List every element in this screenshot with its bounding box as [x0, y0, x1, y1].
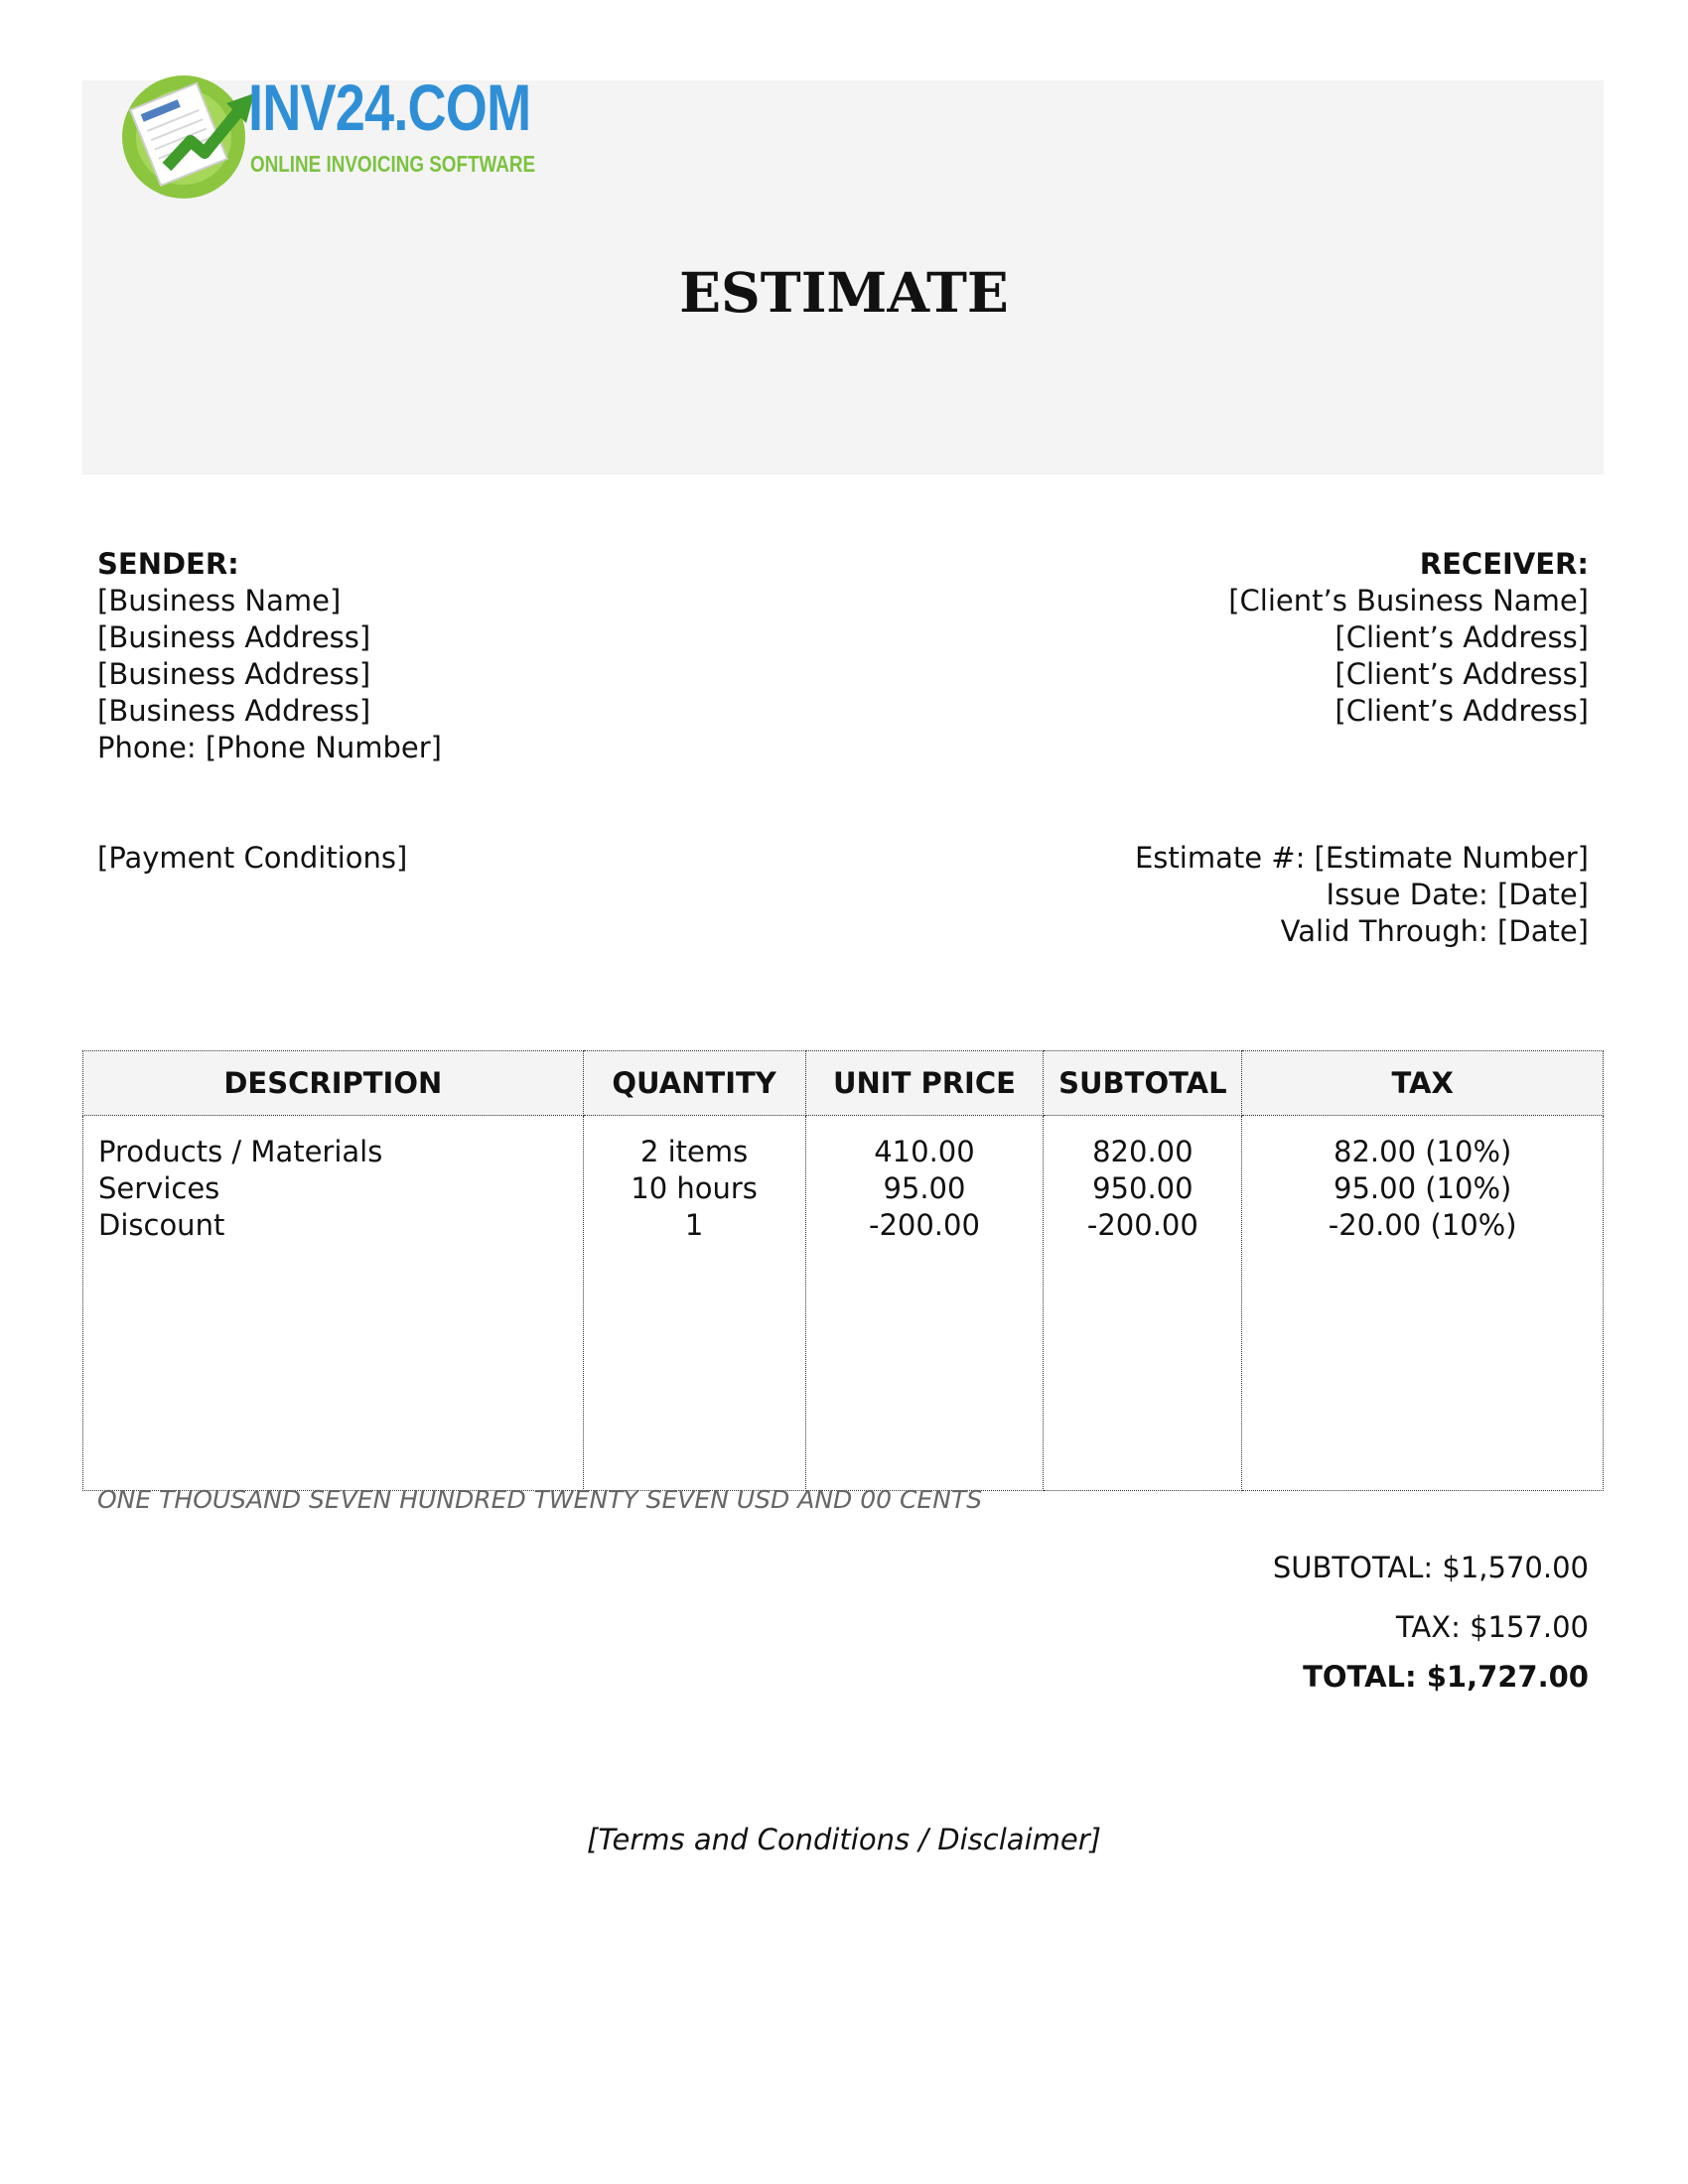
- item-subtotal: 820.00: [1092, 1135, 1194, 1168]
- sender-block: [97, 546, 442, 766]
- valid-through-date: Valid Through: [Date]: [1280, 914, 1589, 948]
- logo-tagline: ONLINE INVOICING SOFTWARE: [250, 151, 536, 177]
- receiver-line: [Client’s Business Name]: [1228, 584, 1589, 617]
- tax-summary: TAX: $157.00: [1395, 1610, 1589, 1644]
- item-quantity: 10 hours: [631, 1171, 758, 1205]
- receiver-line: [Client’s Address]: [1335, 620, 1589, 654]
- item-subtotal: -200.00: [1086, 1208, 1198, 1242]
- estimate-number: Estimate #: [Estimate Number]: [1134, 841, 1589, 875]
- tax-column: [1242, 1116, 1604, 1491]
- item-description: Services: [98, 1171, 220, 1205]
- subtotal-column: [1044, 1116, 1242, 1491]
- issue-date: Issue Date: [Date]: [1326, 878, 1589, 911]
- grand-total: TOTAL: $1,727.00: [1303, 1660, 1589, 1694]
- subtotal-summary: SUBTOTAL: $1,570.00: [1272, 1551, 1589, 1584]
- payment-conditions: [Payment Conditions]: [97, 841, 408, 875]
- company-logo: [119, 60, 546, 199]
- table-header-row: [83, 1051, 1604, 1116]
- line-items-table: [82, 1050, 1604, 1491]
- item-subtotal: 950.00: [1092, 1171, 1194, 1205]
- unit-price-column: [805, 1116, 1044, 1491]
- column-header-unit-price: UNIT PRICE: [805, 1051, 1044, 1116]
- column-header-tax: TAX: [1242, 1051, 1604, 1116]
- table-body: [83, 1116, 1604, 1491]
- item-description: Products / Materials: [98, 1135, 383, 1168]
- sender-heading: SENDER:: [97, 547, 239, 581]
- quantity-column: [583, 1116, 805, 1491]
- description-column: [83, 1116, 584, 1491]
- estimate-meta: [1135, 840, 1589, 950]
- item-unit-price: -200.00: [868, 1208, 980, 1242]
- document-title: ESTIMATE: [679, 260, 1009, 325]
- item-tax: 82.00 (10%): [1334, 1135, 1512, 1168]
- receiver-block: [1228, 546, 1589, 730]
- logo-document-chart-icon: [119, 60, 258, 199]
- item-unit-price: 410.00: [874, 1135, 975, 1168]
- amount-in-words: ONE THOUSAND SEVEN HUNDRED TWENTY SEVEN USD AND 00 CENTS: [97, 1485, 983, 1514]
- sender-line: [Business Name]: [97, 584, 342, 617]
- receiver-line: [Client’s Address]: [1335, 694, 1589, 728]
- item-tax: 95.00 (10%): [1334, 1171, 1512, 1205]
- sender-line: [Business Address]: [97, 694, 371, 728]
- item-quantity: 1: [684, 1208, 704, 1242]
- item-tax: -20.00 (10%): [1328, 1208, 1517, 1242]
- sender-line: [Business Address]: [97, 620, 371, 654]
- column-header-subtotal: SUBTOTAL: [1044, 1051, 1242, 1116]
- logo-wordmark: INV24.COM: [248, 70, 531, 144]
- item-quantity: 2 items: [639, 1135, 749, 1168]
- terms-and-conditions: [Terms and Conditions / Disclaimer]: [587, 1823, 1101, 1856]
- receiver-line: [Client’s Address]: [1335, 657, 1589, 691]
- sender-phone: Phone: [Phone Number]: [97, 731, 442, 764]
- item-description: Discount: [98, 1208, 225, 1242]
- receiver-heading: RECEIVER:: [1419, 547, 1589, 581]
- column-header-quantity: QUANTITY: [583, 1051, 805, 1116]
- item-unit-price: 95.00: [883, 1171, 966, 1205]
- sender-line: [Business Address]: [97, 657, 371, 691]
- column-header-description: DESCRIPTION: [83, 1051, 584, 1116]
